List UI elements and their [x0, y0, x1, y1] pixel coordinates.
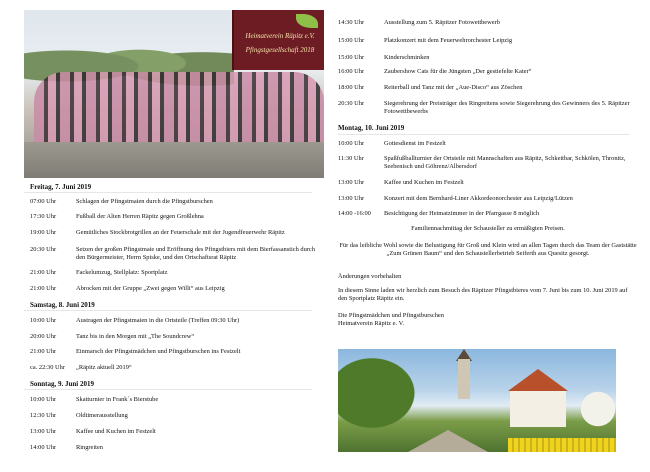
- divider: [338, 134, 630, 135]
- row-time: 19:00 Uhr: [30, 229, 57, 236]
- church-tower: [458, 359, 470, 399]
- row-desc: Gottesdienst im Festzelt: [384, 140, 446, 147]
- row-time: 17:30 Uhr: [30, 213, 57, 220]
- photo-crowd: [34, 72, 324, 152]
- row-desc: Kinderschminken: [384, 54, 430, 61]
- blossom-tree: [568, 379, 616, 439]
- row-time: 14:00 -16:00: [338, 210, 371, 217]
- row-time: 10:00 Uhr: [338, 140, 365, 147]
- row-time: 16:00 Uhr: [338, 68, 365, 75]
- photo-banner: [232, 10, 324, 70]
- group-photo: [24, 10, 324, 178]
- row-desc: Gemütliches Stockbrotgrillen an der Feuerschale mit der Jugendfeuerwehr Räpitz: [76, 229, 285, 236]
- row-time: 14:00 Uhr: [30, 444, 57, 451]
- row-time: 20:30 Uhr: [30, 246, 57, 253]
- row-time: 14:30 Uhr: [338, 19, 365, 26]
- row-time: ca. 22:30 Uhr: [30, 364, 65, 371]
- row-time: 13:00 Uhr: [30, 428, 57, 435]
- invitation-text: In diesem Sinne laden wir herzlich zum Besuch des Räpitzer Pfingstbieres vom 7. Juni bis zum 10. Juni 2019 auf den Sportplatz Räpitz ein.: [338, 287, 628, 302]
- row-time: 15:00 Uhr: [338, 37, 365, 44]
- row-desc: Ringreiten: [76, 444, 103, 451]
- row-time: 18:00 Uhr: [338, 84, 365, 91]
- row-desc: Fußball der Alten Herren Räpitz gegen Großlehna: [76, 213, 204, 220]
- row-desc: Einmarsch der Pfingstmädchen und Pfingstburschen ins Festzelt: [76, 348, 241, 355]
- village-photo: [338, 349, 616, 452]
- photo-ground: [24, 142, 324, 178]
- row-time: 20:00 Uhr: [30, 333, 57, 340]
- signoff-line1: Die Pfingstmädchen und Pfingstburschen: [338, 312, 444, 319]
- row-desc: Kaffee und Kuchen im Festzelt: [76, 428, 156, 435]
- divider: [24, 310, 312, 311]
- row-time: 12:30 Uhr: [30, 412, 57, 419]
- row-desc: Tanz bis in den Morgen mit „The Soundcrew“: [76, 333, 195, 340]
- row-desc: Schlagen der Pfingstmaien durch die Pfingstburschen: [76, 198, 213, 205]
- saturday-heading: Samstag, 8. Juni 2019: [30, 301, 95, 309]
- row-desc: Zaubershow Cats für die Jüngsten „Der gestiefelte Kater“: [384, 68, 532, 75]
- row-time: 10:00 Uhr: [30, 396, 57, 403]
- row-desc: Konzert mit dem Bernhard-Liner Akkordeonorchester aus Leipzig/Lützen: [384, 195, 573, 202]
- row-desc: Skatturnier in Frank`s Bierstube: [76, 396, 159, 403]
- row-desc: „Räpitz aktuell 2019“: [76, 364, 132, 371]
- row-desc: Besichtigung der Heimatzimmer in der Pfarrgasse 8 möglich: [384, 210, 540, 217]
- monday-heading: Montag, 10. Juni 2019: [338, 124, 405, 132]
- changes-note: Änderungen vorbehalten: [338, 273, 402, 280]
- row-desc: Platzkonzert mit dem Feuerwehrorchester Leipzig: [384, 37, 513, 44]
- row-desc: Abrocken mit der Gruppe „Zwei gegen Willi“ aus Leipzig: [76, 285, 225, 292]
- banner-line1: Heimatverein Räpitz e.V.: [245, 32, 315, 40]
- row-desc: Ausstellung zum 5. Räpitzer Fotowettbewerb: [384, 19, 500, 26]
- row-time: 10:00 Uhr: [30, 317, 57, 324]
- row-desc: Oldtimerausstellung: [76, 412, 128, 419]
- banner-line2: Pfingstgesellschaft 2018: [245, 46, 315, 54]
- row-desc: Spaßfußballturnier der Ortsteile mit Mannschaften aus Räpitz, Schkeitbar, Schkölen, Thronitz, Seebenisch und Göhrenz/Albersdorf: [384, 155, 626, 170]
- village-road: [408, 430, 488, 452]
- row-time: 21:00 Uhr: [30, 269, 57, 276]
- leaf-icon: [296, 14, 318, 28]
- catering-note: Für das leibliche Wohl sowie die Belustigung für Groß und Klein wird an allen Tagen durch das Team der Gaststätte „Zum Grünen Baum“ und den Schaustellerbetrieb Seiferth aus Quesitz gesorgt.: [339, 242, 637, 257]
- signoff-line2: Heimatverein Räpitz e. V.: [338, 320, 404, 327]
- row-time: 15:00 Uhr: [338, 54, 365, 61]
- row-desc: Siegerehrung der Preisträger des Ringreitens sowie Siegerehrung des Gewinners des 5. Räpitzer Fotowettbewerbs: [384, 100, 630, 115]
- sunday-heading: Sonntag, 9. Juni 2019: [30, 380, 94, 388]
- friday-heading: Freitag, 7. Juni 2019: [30, 183, 92, 191]
- row-desc: Kaffee und Kuchen im Festzelt: [384, 179, 464, 186]
- row-time: 13:00 Uhr: [338, 195, 365, 202]
- row-time: 21:00 Uhr: [30, 348, 57, 355]
- family-note: Familiennachmittag der Schausteller zu ermäßigten Preisen.: [411, 225, 565, 232]
- row-time: 13:00 Uhr: [338, 179, 365, 186]
- row-time: 21:00 Uhr: [30, 285, 57, 292]
- flower-bed: [508, 438, 616, 452]
- divider: [24, 389, 312, 390]
- house: [510, 391, 566, 427]
- row-desc: Reiterball und Tanz mit der „Aue-Disco“ aus Zöschen: [384, 84, 523, 91]
- row-time: 07:00 Uhr: [30, 198, 57, 205]
- row-desc: Fackelumzug, Stellplatz: Sportplatz: [76, 269, 168, 276]
- row-time: 11:30 Uhr: [338, 155, 364, 162]
- row-desc: Austragen der Pfingstmaien in die Ortsteile (Treffen 09:30 Uhr): [76, 317, 240, 324]
- row-time: 20:30 Uhr: [338, 100, 365, 107]
- house-roof: [508, 369, 568, 391]
- divider: [24, 192, 312, 193]
- row-desc: Setzen der großen Pfingstmaie und Eröffnung des Pfingstbiers mit dem Bierfassanstich durch den Bürgermeister, Herrn Spiske, und den Ortschaftsrat Räpitz: [76, 246, 315, 261]
